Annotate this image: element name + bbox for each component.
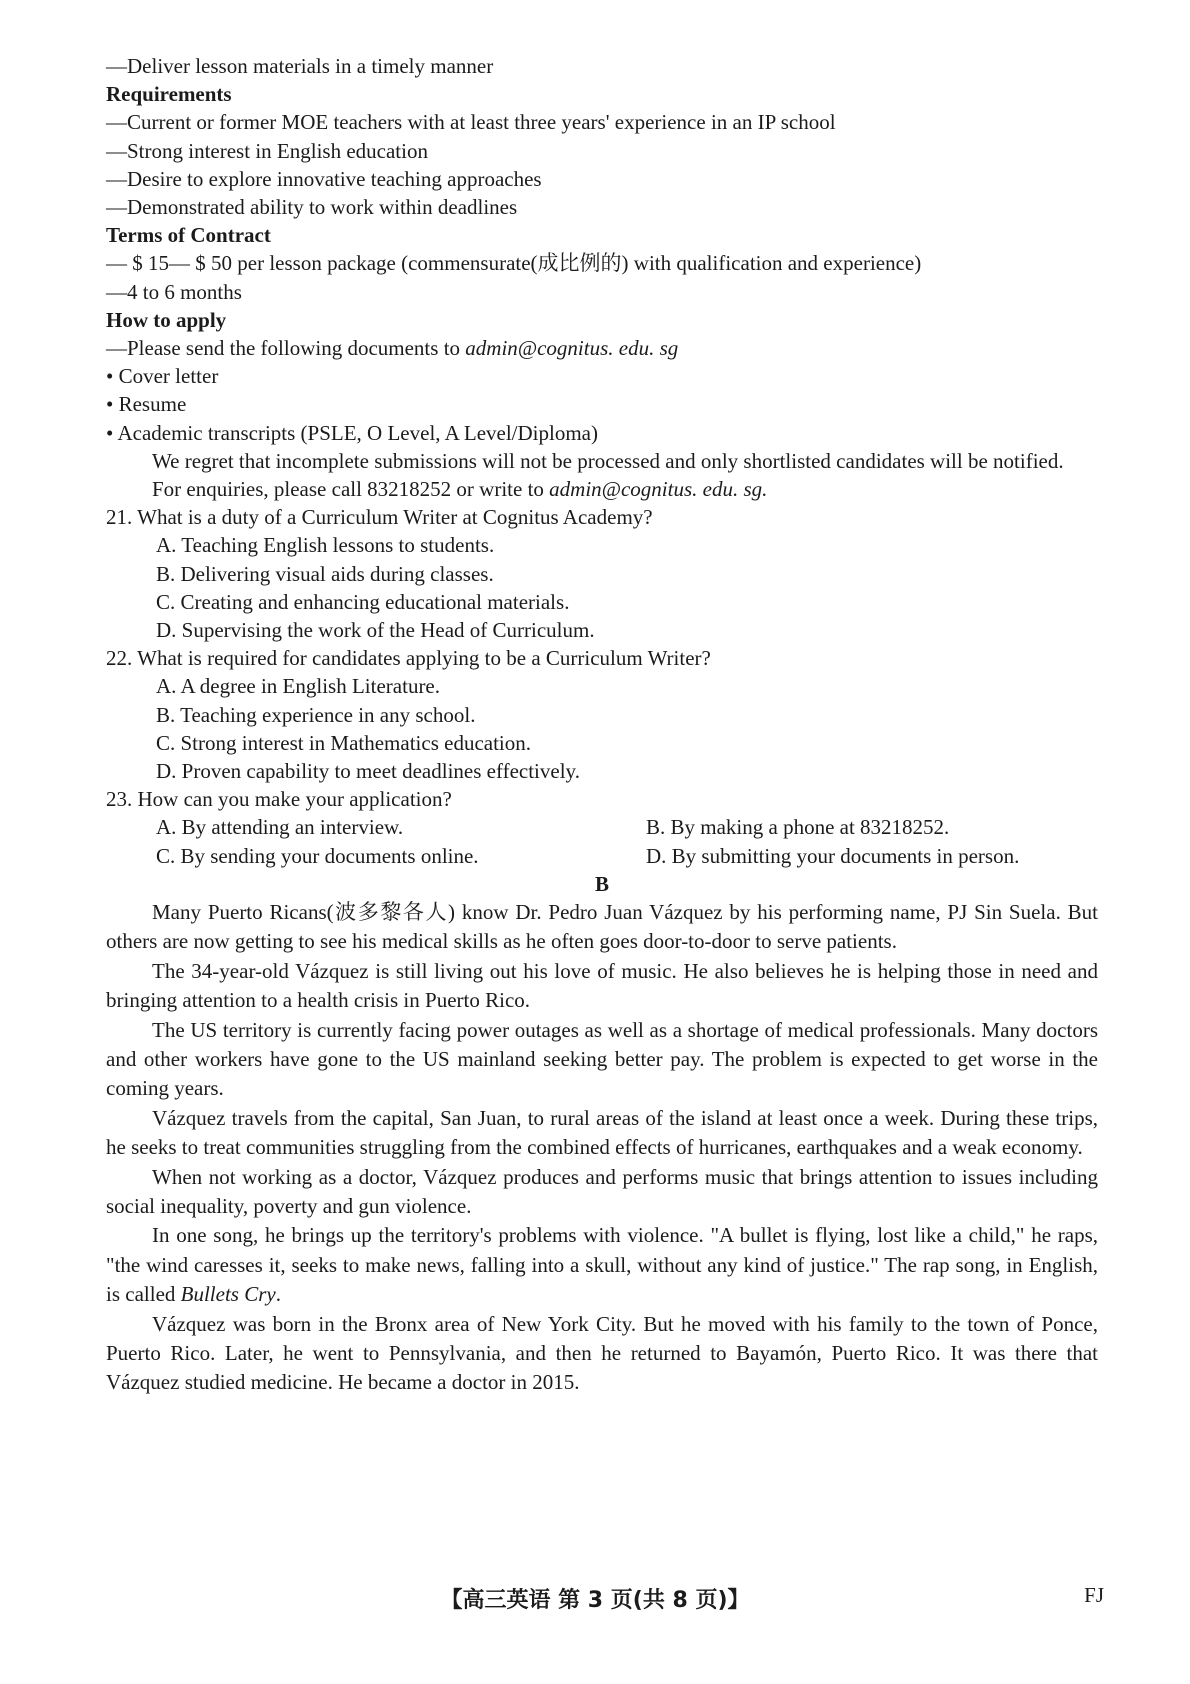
question-23	[106, 785, 1098, 870]
apply-email-link[interactable]: admin@cognitus. edu. sg	[465, 336, 679, 361]
option-b: B. Teaching experience in any school.	[156, 702, 476, 727]
options-row	[106, 842, 1098, 870]
question-stem: 23. How can you make your application?	[106, 787, 452, 812]
question-stem: 21. What is a duty of a Curriculum Writer at Cognitus Academy?	[106, 505, 653, 530]
option-c: C. By sending your documents online.	[156, 843, 479, 868]
option-c: C. Strong interest in Mathematics education.	[156, 730, 532, 755]
passage-paragraph: Vázquez was born in the Bronx area of New York City. But he moved with his family to the town of Ponce, Puerto Rico. Later, he went to Pennsylvania, and then he returned to Bayamón, Puerto Rico. It was there that Vázquez studied medicine. He became a doctor in 2015.	[106, 1311, 1098, 1395]
terms-item: —4 to 6 months	[106, 279, 242, 304]
option-a: A. Teaching English lessons to students.	[156, 533, 495, 558]
page-footer: 【高三英语 第 3 页(共 8 页)】	[440, 1588, 750, 1613]
question-stem: 22. What is required for candidates applying to be a Curriculum Writer?	[106, 646, 711, 671]
document-item: • Academic transcripts (PSLE, O Level, A Level/Diploma)	[106, 419, 1098, 447]
option-d: D. Proven capability to meet deadlines effectively.	[156, 759, 580, 784]
option-c: C. Creating and enhancing educational materials.	[156, 589, 570, 614]
requirements-heading: Requirements	[106, 82, 232, 107]
enquiry-line	[106, 475, 1098, 503]
document-item: • Cover letter	[106, 362, 1098, 390]
terms-heading: Terms of Contract	[106, 223, 271, 248]
regret-note: We regret that incomplete submissions will not be processed and only shortlisted candidates will be notified.	[152, 448, 1064, 473]
passage-paragraph: Vázquez travels from the capital, San Juan, to rural areas of the island at least once a week. During these trips, he seeks to treat communities struggling from the combined effects of hurricanes, earthquakes and a weak economy.	[106, 1105, 1098, 1160]
requirement-item: —Desire to explore innovative teaching approaches	[106, 166, 542, 191]
passage-paragraph-song	[106, 1221, 1098, 1309]
section-b-label: B	[594, 871, 609, 896]
document-item: • Resume	[106, 390, 1098, 418]
footer-code: FJ	[1084, 1583, 1104, 1607]
passage-paragraph: Many Puerto Ricans(波多黎各人) know Dr. Pedro Juan Vázquez by his performing name, PJ Sin Suela. But others are now getting to see his medical skills as he often goes door-to-door to serve patients.	[106, 899, 1098, 954]
requirement-item: —Current or former MOE teachers with at least three years' experience in an IP school	[106, 110, 836, 135]
options-row	[106, 813, 1098, 841]
passage-b	[106, 898, 1098, 1398]
question-21	[106, 503, 1098, 644]
passage-paragraph: The 34-year-old Vázquez is still living out his love of music. He also believes he is helping those in need and bringing attention to a health crisis in Puerto Rico.	[106, 958, 1098, 1013]
requirement-item: —Strong interest in English education	[106, 138, 428, 163]
song-paragraph-end: .	[275, 1282, 281, 1307]
option-d: D. By submitting your documents in person.	[646, 843, 1020, 868]
duty-line: —Deliver lesson materials in a timely manner	[106, 54, 494, 78]
passage-paragraph: The US territory is currently facing power outages as well as a shortage of medical professionals. Many doctors and other workers have gone to the US mainland seeking better pay. The problem is expected to get worse in the coming years.	[106, 1017, 1098, 1101]
requirements-list	[106, 108, 1098, 221]
apply-intro	[106, 334, 1098, 362]
option-a: A. By attending an interview.	[156, 815, 404, 840]
apply-heading: How to apply	[106, 307, 227, 332]
option-b: B. Delivering visual aids during classes.	[156, 561, 494, 586]
requirement-item: —Demonstrated ability to work within deadlines	[106, 195, 518, 220]
question-22	[106, 644, 1098, 785]
exam-page	[106, 52, 1098, 1398]
enquiry-text: For enquiries, please call 83218252 or write to	[152, 477, 550, 502]
option-a: A. A degree in English Literature.	[156, 674, 441, 699]
apply-intro-text: —Please send the following documents to	[106, 336, 466, 361]
song-paragraph-text: In one song, he brings up the territory's problems with violence. "A bullet is flying, lost like a child," he raps, "the wind caresses it, seeks to make news, falling into a skull, without any kind of justice." The rap song, in English, is called	[106, 1223, 1098, 1307]
song-title: Bullets Cry	[180, 1282, 276, 1307]
terms-item: — $ 15— $ 50 per lesson package (commensurate(成比例的) with qualification and experience)	[106, 251, 922, 276]
option-d: D. Supervising the work of the Head of Curriculum.	[156, 618, 595, 643]
passage-paragraph: When not working as a doctor, Vázquez produces and performs music that brings attention to issues including social inequality, poverty and gun violence.	[106, 1164, 1098, 1218]
enquiry-email-link[interactable]: admin@cognitus. edu. sg.	[549, 477, 768, 502]
option-b: B. By making a phone at 83218252.	[646, 815, 950, 840]
